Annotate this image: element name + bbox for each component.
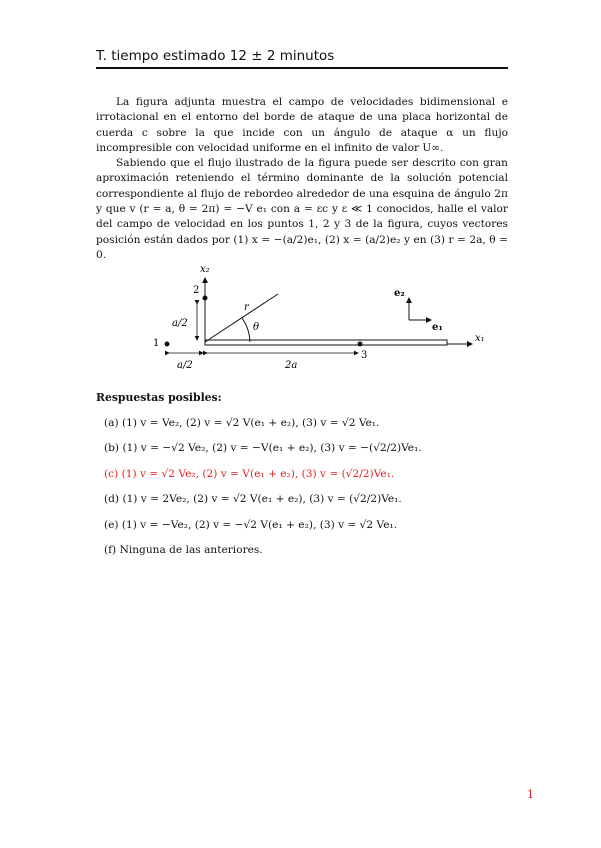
header-rule: [96, 67, 508, 69]
e2-basis-label: e₂: [394, 288, 405, 299]
e1-basis-label: e₁: [432, 322, 443, 333]
option-text: (1) v = −Ve₂, (2) v = −√2 V(e₁ + e₂), (3) v = √2 Ve₁.: [121, 518, 398, 531]
option-text: (1) v = Ve₂, (2) v = √2 V(e₁ + e₂), (3) v = √2 Ve₁.: [121, 417, 380, 429]
header-title: T. tiempo estimado 12 ± 2 minutos: [96, 48, 335, 64]
option-letter: (e): [104, 518, 119, 531]
answer-options: [104, 415, 508, 567]
point-3-label: 3: [361, 350, 368, 361]
point-1-label: 1: [153, 338, 160, 349]
point-1-marker: [165, 342, 170, 347]
problem-statement: [96, 95, 508, 263]
a2-vertical-label: a/2: [172, 318, 188, 329]
option-e[interactable]: [104, 517, 508, 542]
option-letter: (d): [104, 493, 120, 506]
a2-horizontal-label: a/2: [177, 360, 193, 371]
two-a-label: 2a: [285, 360, 298, 371]
option-text: (1) v = −√2 Ve₂, (2) v = −V(e₁ + e₂), (3) v = −(√2/2)Ve₁.: [122, 442, 422, 455]
option-text: Ninguna de las anteriores.: [119, 543, 263, 556]
radius-label: r: [244, 302, 249, 313]
option-c-correct[interactable]: [104, 466, 508, 491]
option-d[interactable]: [104, 491, 508, 516]
option-b[interactable]: [104, 440, 508, 465]
point-2-marker: [203, 296, 208, 301]
option-f[interactable]: [104, 542, 508, 567]
option-letter: (f): [104, 543, 117, 556]
radius-line: [205, 294, 278, 342]
option-letter: (a): [104, 417, 119, 429]
x1-axis-label: x₁: [475, 333, 485, 344]
x2-axis-label: x₂: [200, 264, 210, 275]
option-text: (1) v = √2 Ve₂, (2) v = V(e₁ + e₂), (3) v = (√2/2)Ve₁.: [121, 467, 395, 480]
answers-title: Respuestas posibles:: [96, 391, 222, 404]
option-letter: (b): [104, 442, 120, 455]
theta-label: θ: [253, 322, 260, 333]
page-number: 1: [527, 788, 534, 801]
flat-plate: [205, 340, 447, 345]
statement-paragraph-2: Sabiendo que el flujo ilustrado de la figura puede ser descrito con gran aproximación reteniendo el término dominante de la solución potencial correspondiente al flujo de rebordeo alrededor de una esquina de ángulo 2π y que v (r = a, θ = 2π) = −V e₁ con a = εc y ε ≪ 1 conocidos, halle el valor del campo de velocidad en los puntos 1, 2 y 3 de la figura, cuyos vectores posición están dados por (1) x = −(a/2)e₁, (2) x = (a/2)e₂ y en (3) r = 2a, θ = 0.: [96, 157, 508, 261]
corner-flow-figure: [150, 260, 490, 380]
theta-arc: [242, 318, 250, 342]
statement-paragraph-1: La figura adjunta muestra el campo de velocidades bidimensional e irrotacional en el entorno del borde de ataque de una placa horizontal de cuerda c sobre la que incide con un ángulo de ataque α un flujo incompresible con velocidad uniforme en el infinito de valor U∞.: [96, 96, 508, 154]
point-3-marker: [358, 342, 363, 347]
point-2-label: 2: [193, 285, 200, 296]
problem-header: [96, 48, 508, 64]
option-letter: (c): [104, 467, 119, 480]
option-a[interactable]: [104, 415, 508, 440]
option-text: (1) v = 2Ve₂, (2) v = √2 V(e₁ + e₂), (3) v = (√2/2)Ve₁.: [122, 493, 402, 506]
